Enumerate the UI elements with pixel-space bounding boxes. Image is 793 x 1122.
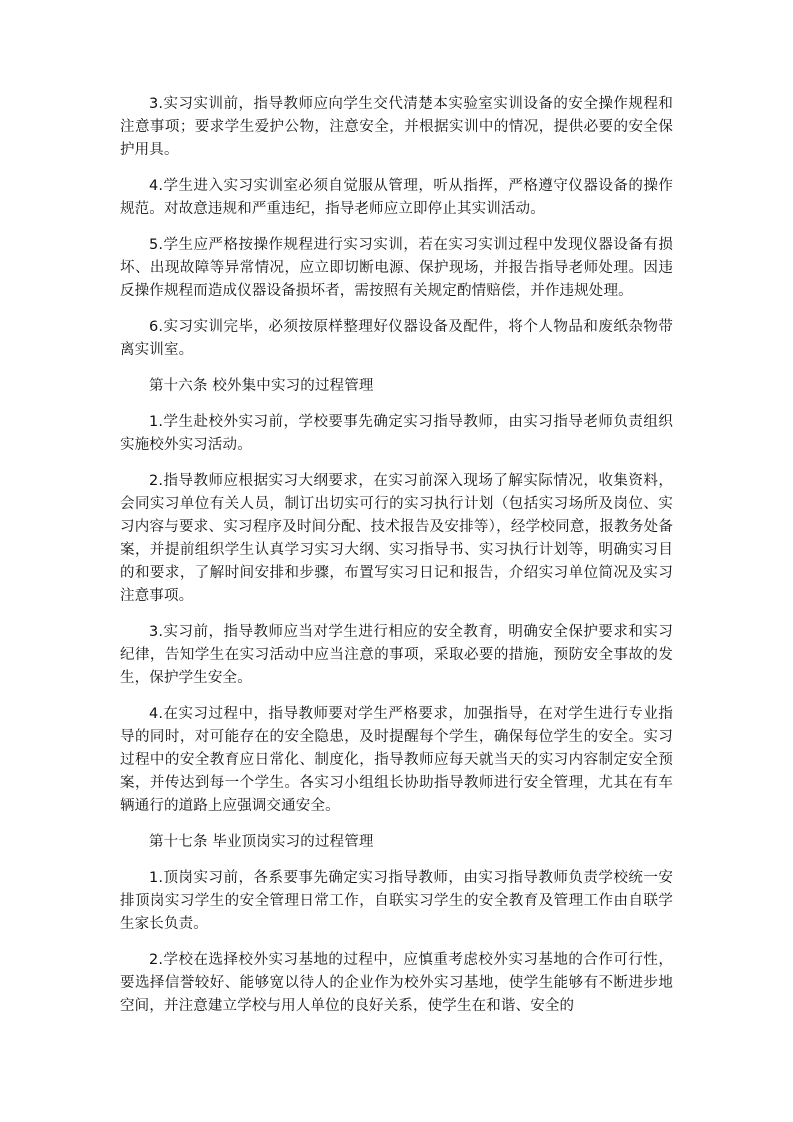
- section-heading-article-16: 第十六条 校外集中实习的过程管理: [149, 378, 374, 394]
- paragraph-offsite-2: 2.指导教师应根据实习大纲要求，在实习前深入现场了解实际情况，收集资料，会同实习单位有关人员，制订出切实可行的实习执行计划（包括实习场所及岗位、实习内容与要求、实习程序及时间分配、技术报告及安排等），经学校同意，报教务处备案，并提前组织学生认真学习实习大纲、实习指导书、实习执行计划等，明确实习目的和要求，了解时间安排和步骤，布置写实习日记和报告，介绍实习单位简况及实习注意事项。: [120, 473, 673, 604]
- paragraph-internship-2: 2.学校在选择校外实习基地的过程中，应慎重考虑校外实习基地的合作可行性，要选择信誉较好、能够宽以待人的企业作为校外实习基地，使学生能够有不断进步地空间，并注意建立学校与用人单位的良好关系，使学生在和谐、安全的: [120, 952, 673, 1014]
- paragraph-rule-5: 5.学生应严格按操作规程进行实习实训，若在实习实训过程中发现仪器设备有损坏、出现故障等异常情况，应立即切断电源、保护现场，并报告指导老师处理。因违反操作规程而造成仪器设备损坏者，需按照有关规定酌情赔偿，并作违规处理。: [120, 237, 673, 299]
- paragraph-internship-1: 1.顶岗实习前，各系要事先确定实习指导教师，由实习指导教师负责学校统一安排顶岗实习学生的安全管理日常工作，自联实习学生的安全教育及管理工作由自联学生家长负责。: [120, 870, 673, 932]
- paragraph-rule-4: 4.学生进入实习实训室必须自觉服从管理，听从指挥，严格遵守仪器设备的操作规范。对故意违规和严重违纪，指导老师应立即停止其实训活动。: [120, 178, 673, 217]
- document-body: [120, 93, 673, 1031]
- paragraph-offsite-4: 4.在实习过程中，指导教师要对学生严格要求，加强指导，在对学生进行专业指导的同时，对可能存在的安全隐患，及时提醒每个学生，确保每位学生的安全。实习过程中的安全教育应日常化、制度化，指导教师应每天就当天的实习内容制定安全预案，并传达到每一个学生。各实习小组组长协助指导教师进行安全管理，尤其在有车辆通行的道路上应强调交通安全。: [120, 706, 673, 814]
- section-heading-article-17: 第十七条 毕业顶岗实习的过程管理: [149, 834, 374, 850]
- paragraph-offsite-1: 1.学生赴校外实习前，学校要事先确定实习指导教师，由实习指导老师负责组织实施校外实习活动。: [120, 414, 673, 453]
- paragraph-rule-3: 3.实习实训前，指导教师应向学生交代清楚本实验室实训设备的安全操作规程和注意事项；要求学生爱护公物，注意安全，并根据实训中的情况，提供必要的安全保护用具。: [120, 96, 673, 158]
- paragraph-offsite-3: 3.实习前，指导教师应当对学生进行相应的安全教育，明确安全保护要求和实习纪律，告知学生在实习活动中应当注意的事项，采取必要的措施，预防安全事故的发生，保护学生安全。: [120, 624, 673, 686]
- paragraph-rule-6: 6.实习实训完毕，必须按原样整理好仪器设备及配件，将个人物品和废纸杂物带离实训室。: [120, 319, 673, 358]
